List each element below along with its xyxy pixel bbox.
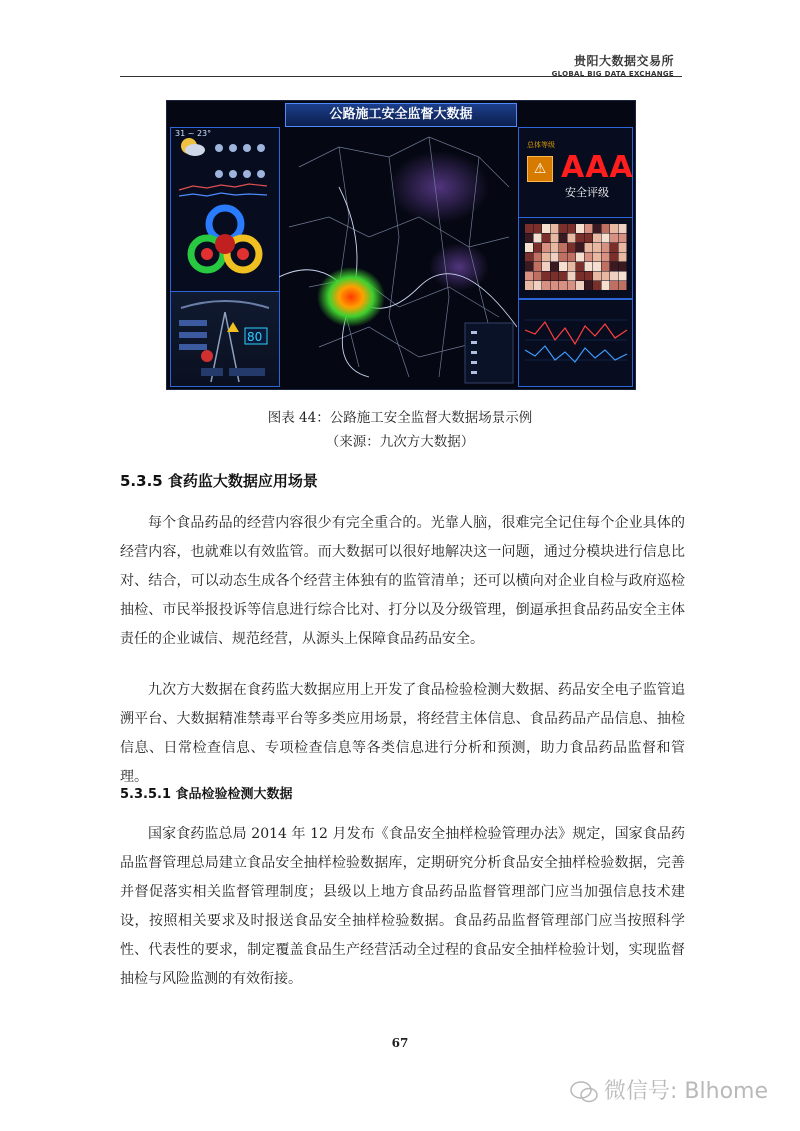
heatmap-cell (559, 243, 567, 252)
heatmap-cell (576, 262, 584, 271)
heatmap-cell (610, 243, 618, 252)
heatmap-cell (559, 253, 567, 262)
heatmap-cell (559, 272, 567, 281)
heatmap-cell (542, 224, 550, 233)
heatmap-cell (525, 234, 533, 243)
heatmap-cell (610, 281, 618, 290)
heatmap-cell (568, 272, 576, 281)
section-heading: 5.3.5 食药监大数据应用场景 (120, 472, 318, 490)
heatmap-cell (619, 224, 627, 233)
heatmap-cell (610, 272, 618, 281)
heatmap-cell (610, 253, 618, 262)
page-number: 67 (391, 1036, 409, 1050)
watermark-text: 微信号: Blhome (604, 1079, 768, 1104)
heatmap-cell (551, 272, 559, 281)
rating-panel (518, 127, 633, 221)
heatmap-cell (568, 281, 576, 290)
brand-name-cn: 贵阳大数据交易所 (573, 54, 674, 68)
heatmap-cell (593, 224, 601, 233)
heatmap-cell (551, 262, 559, 271)
heatmap-cell (585, 281, 593, 290)
heatmap-cell (585, 243, 593, 252)
heatmap-cell (585, 234, 593, 243)
heatmap-cell (585, 262, 593, 271)
heatmap-cell (525, 272, 533, 281)
heatmap-cell (576, 253, 584, 262)
heatmap-cell (542, 262, 550, 271)
heatmap-cell (542, 281, 550, 290)
header-rule (120, 76, 682, 77)
heatmap-cell (568, 262, 576, 271)
heatmap-cell (525, 253, 533, 262)
heatmap-cell (610, 262, 618, 271)
watermark (570, 1074, 768, 1105)
heatmap-cell (619, 262, 627, 271)
heatmap-cell (551, 281, 559, 290)
weather-temperature: 31 ~ 23° (175, 129, 212, 138)
heatmap-cell (542, 234, 550, 243)
heatmap-cell (559, 281, 567, 290)
heatmap-cell (534, 243, 542, 252)
heatmap-cell (525, 281, 533, 290)
heatmap-cell (602, 243, 610, 252)
heatmap-cell (559, 262, 567, 271)
heatmap-cell (602, 234, 610, 243)
heatmap-cell (542, 253, 550, 262)
heatmap-cell (576, 234, 584, 243)
dashboard-figure (166, 100, 636, 390)
heatmap-cell (585, 253, 593, 262)
heatmap-graphic (519, 218, 632, 298)
heatmap-cell (568, 253, 576, 262)
rating-grade: AAA (561, 150, 634, 185)
heatmap-cell (525, 224, 533, 233)
heatmap-cell (576, 281, 584, 290)
heatmap-cell (525, 262, 533, 271)
heatmap-cell (619, 234, 627, 243)
dashboard-title: 公路施工安全监督大数据 (285, 103, 517, 127)
heatmap-cell (551, 224, 559, 233)
wechat-icon (570, 1080, 598, 1104)
heatmap-cell (559, 224, 567, 233)
heatmap-cell (542, 243, 550, 252)
heatmap-cell (593, 272, 601, 281)
rating-text: 安全评级 (565, 186, 609, 199)
heatmap-cell (551, 253, 559, 262)
heatmap-cell (585, 272, 593, 281)
heatmap-cell (602, 272, 610, 281)
svg-text:80: 80 (247, 330, 263, 344)
road-panel-graphic (171, 292, 279, 386)
heatmap-cell (534, 253, 542, 262)
heatmap-cell (619, 253, 627, 262)
heatmap-cell (551, 234, 559, 243)
heatmap-cell (593, 281, 601, 290)
header-brand (552, 52, 674, 78)
heatmap-cell (542, 272, 550, 281)
heatmap-cell (534, 281, 542, 290)
weather-panel (170, 127, 280, 299)
heatmap-cell (619, 243, 627, 252)
section-paragraph-2: 九次方大数据在食药监大数据应用上开发了食品检验检测大数据、药品安全电子监管追溯平台、大数据精准禁毒平台等多类应用场景，将经营主体信息、食品药品产品信息、抽检信息、日常检查信息、专项检查信息等各类信息进行分析和预测，助力食品药品监督和管理。 (120, 682, 685, 785)
heatmap-cell (534, 262, 542, 271)
heatmap-cell (551, 243, 559, 252)
heatmap-cell (602, 224, 610, 233)
heatmap-cell (534, 234, 542, 243)
map-panel (279, 127, 517, 387)
heatmap-cell (568, 243, 576, 252)
figure-caption: 图表 44：公路施工安全监督大数据场景示例 (267, 410, 533, 426)
brand-name-en: GLOBAL BIG DATA EXCHANGE (551, 70, 674, 78)
map-graphic (279, 127, 517, 387)
heatmap-cell (534, 272, 542, 281)
heatmap-cell (610, 234, 618, 243)
subsection-paragraph: 国家食药监总局 2014 年 12 月发布《食品安全抽样检验管理办法》规定，国家食品药品监督管理总局建立食品安全抽样检验数据库，定期研究分析食品安全抽样检验数据，完善并督促落实相关监督管理制度；县级以上地方食品药品监督管理部门应当加强信息技术建设，按照相关要求及时报送食品安全抽样检验数据。食品药品监督管理部门应当按照科学性、代表性的要求，制定覆盖食品生产经营活动全过程的食品安全抽样检验计划，实现监督抽检与风险监测的有效衔接。 (120, 826, 685, 987)
heatmap-cell (593, 262, 601, 271)
heatmap-cell (568, 234, 576, 243)
rating-label: 总体等级 (527, 141, 555, 149)
heatmap-cell (585, 224, 593, 233)
subsection-heading: 5.3.5.1 食品检验检测大数据 (120, 787, 293, 802)
heatmap-cell (525, 243, 533, 252)
heatmap-cell (534, 224, 542, 233)
heatmap-cell (602, 253, 610, 262)
heatmap-cell (576, 243, 584, 252)
heatmap-cell (568, 224, 576, 233)
heatmap-cell (593, 243, 601, 252)
figure-source: （来源：九次方大数据） (325, 434, 475, 450)
heatmap-cell (576, 272, 584, 281)
heatmap-cell (576, 224, 584, 233)
heatmap-cell (619, 281, 627, 290)
line-panel (518, 299, 633, 387)
heatmap-cell (593, 234, 601, 243)
warning-icon: ⚠ (527, 156, 553, 182)
heatmap-cell (602, 262, 610, 271)
weather-panel-graphic (171, 128, 279, 298)
heatmap-panel (518, 217, 633, 299)
heatmap-cell (593, 253, 601, 262)
heatmap-cell (559, 234, 567, 243)
heatmap-cell (610, 224, 618, 233)
section-paragraph-1: 每个食品药品的经营内容很少有完全重合的。光靠人脑，很难完全记住每个企业具体的经营内容，也就难以有效监管。而大数据可以很好地解决这一问题，通过分模块进行信息比对、结合，可以动态生成各个经营主体独有的监管清单；还可以横向对企业自检与政府巡检抽检、市民举报投诉等信息进行综合比对、打分以及分级管理，倒逼承担食品药品安全主体责任的企业诚信、规范经营，从源头上保障食品药品安全。 (120, 515, 685, 647)
road-panel (170, 291, 280, 387)
line-chart-graphic (519, 300, 632, 386)
heatmap-cell (602, 281, 610, 290)
heatmap-cell (619, 272, 627, 281)
